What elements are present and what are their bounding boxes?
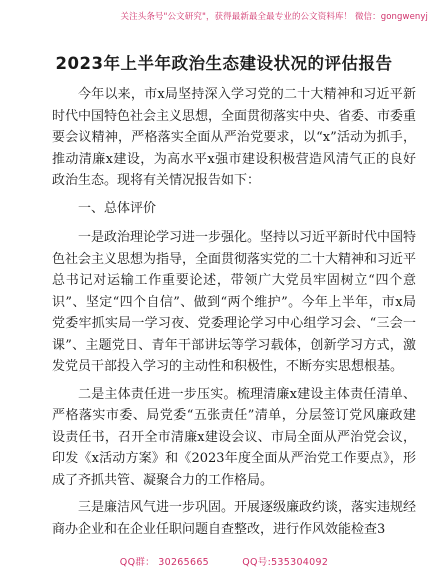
intro-paragraph: 今年以来，市x局坚持深入学习党的二十大精神和习近平新时代中国特色社会主义思想，全面贯彻落实中央、省委、市委重要会议精神，严格落实全面从严治党要求，以“x”活动为抓手，推动清廉x建设，为高水平x强市建设积极营造风清气正的良好政治生态。现将有关情况报告如下： <box>52 87 417 188</box>
document-body <box>52 84 416 546</box>
header-note: 关注头条号"公文研究"，获得最新最全最专业的公文资料库！ 微信：gongwenyj <box>120 12 428 22</box>
document-title: 2023年上半年政治生态建设状况的评估报告 <box>55 54 393 73</box>
body-paragraph: 三是廉洁风气进一步巩固。开展逐级廉政约谈，落实违规经商办企业和在企业任职问题自查整改，进行作风效能检查3 <box>52 500 417 537</box>
section-heading: 一、总体评价 <box>78 200 157 216</box>
footer-note: QQ群： 30265665 QQ号:535304092 <box>119 557 329 568</box>
body-paragraph: 一是政治理论学习进一步强化。坚持以习近平新时代中国特色社会主义思想为指导，全面贯彻落实党的二十大精神和习近平总书记对运输工作重要论述，带领广大党员牢固树立“四个意识”、坚定“四个自信”、做到“两个维护”。今年上半年，市x局党委牢抓实局一学习夜、党委理论学习中心组学习会、“三会一课”、主题党日、青年干部讲坛等学习载体，创新学习方式，激发党员干部投入学习的主动性和积极性，不断夯实思想根基。 <box>52 230 417 374</box>
body-paragraph: 二是主体责任进一步压实。梳理清廉x建设主体责任清单、严格落实市委、局党委“五张责任”清单，分层签订党风廉政建设责任书，召开全市清廉x建设会议、市局全面从严治党会议，印发《x活动方案》和《2023年度全面从严治党工作要点》，形成了齐抓共管、凝聚合力的工作格局。 <box>52 386 416 488</box>
